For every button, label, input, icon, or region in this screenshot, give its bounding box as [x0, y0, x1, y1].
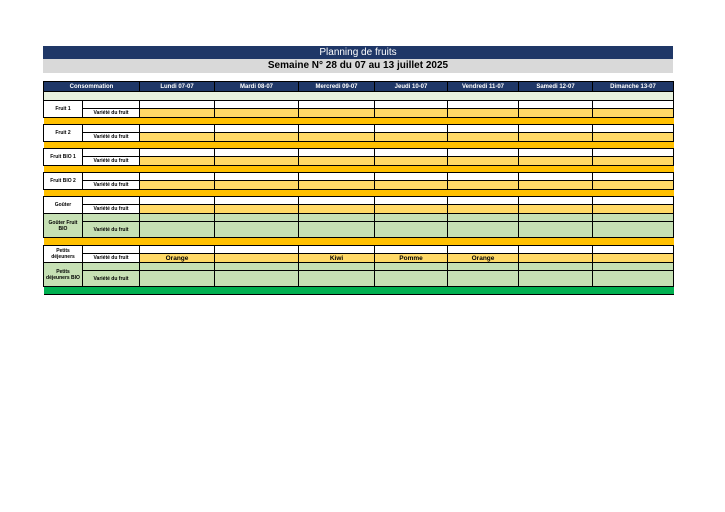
- fruit1-variety-row: [44, 109, 674, 118]
- cell[interactable]: [140, 197, 215, 205]
- cell[interactable]: [140, 214, 215, 222]
- cell[interactable]: [140, 125, 215, 133]
- separator: [44, 118, 674, 125]
- footer-bar: [44, 287, 674, 295]
- cell[interactable]: [593, 133, 674, 142]
- cell[interactable]: [215, 214, 299, 222]
- cell[interactable]: [448, 222, 519, 238]
- cell[interactable]: [519, 197, 593, 205]
- cell[interactable]: [593, 149, 674, 157]
- cell[interactable]: [375, 157, 448, 166]
- cell[interactable]: [448, 173, 519, 181]
- cell[interactable]: [375, 181, 448, 190]
- cell[interactable]: [593, 214, 674, 222]
- variety-label: Variété du fruit: [83, 205, 140, 214]
- cell[interactable]: [299, 263, 375, 271]
- cell[interactable]: [299, 101, 375, 109]
- cell[interactable]: [519, 181, 593, 190]
- cell[interactable]: [593, 173, 674, 181]
- cell[interactable]: [215, 222, 299, 238]
- variety-label: Variété du fruit: [83, 271, 140, 287]
- variety-label: Variété du fruit: [83, 181, 140, 190]
- cell[interactable]: [140, 222, 215, 238]
- cell[interactable]: [299, 205, 375, 214]
- cell[interactable]: [140, 173, 215, 181]
- cell[interactable]: [299, 109, 375, 118]
- cell[interactable]: [448, 271, 519, 287]
- cell[interactable]: [375, 222, 448, 238]
- cell[interactable]: [299, 222, 375, 238]
- variety-label: Variété du fruit: [83, 222, 140, 238]
- petitdejbio-variety-row: [44, 271, 674, 287]
- section-label: Fruit 1: [44, 101, 83, 118]
- planning-sheet: [43, 46, 673, 295]
- gouterbio-variety-row: [44, 222, 674, 238]
- cell[interactable]: [519, 109, 593, 118]
- separator: [44, 166, 674, 173]
- cell[interactable]: [375, 101, 448, 109]
- gouter-variety-row: [44, 205, 674, 214]
- cell[interactable]: [448, 181, 519, 190]
- cell[interactable]: [593, 246, 674, 254]
- section-label: Petits déjeuners: [44, 246, 83, 263]
- cell[interactable]: [299, 149, 375, 157]
- cell[interactable]: [448, 109, 519, 118]
- cell[interactable]: [140, 101, 215, 109]
- cell[interactable]: [448, 149, 519, 157]
- cell[interactable]: [448, 197, 519, 205]
- cell[interactable]: [140, 149, 215, 157]
- fruitbio2-variety-row: [44, 181, 674, 190]
- fruit-value[interactable]: Kiwi: [299, 254, 375, 263]
- header-day: Mardi 08-07: [215, 82, 299, 92]
- cell[interactable]: [593, 222, 674, 238]
- fruit1-row: [44, 101, 674, 109]
- fruitbio2-row: [44, 173, 674, 181]
- cell[interactable]: [140, 109, 215, 118]
- cell[interactable]: [593, 271, 674, 287]
- cell[interactable]: [593, 109, 674, 118]
- cell[interactable]: [519, 214, 593, 222]
- variety-label: Variété du fruit: [83, 157, 140, 166]
- cell[interactable]: [215, 181, 299, 190]
- cell[interactable]: [375, 173, 448, 181]
- separator: [44, 142, 674, 149]
- fruit-value[interactable]: [519, 254, 593, 263]
- cell[interactable]: [593, 101, 674, 109]
- cell[interactable]: [299, 271, 375, 287]
- cell[interactable]: [375, 205, 448, 214]
- cell[interactable]: [519, 205, 593, 214]
- cell[interactable]: [593, 205, 674, 214]
- cell[interactable]: [375, 246, 448, 254]
- cell[interactable]: [299, 214, 375, 222]
- cell[interactable]: [375, 214, 448, 222]
- cell[interactable]: [375, 263, 448, 271]
- cell[interactable]: [375, 149, 448, 157]
- cell[interactable]: [593, 181, 674, 190]
- cell[interactable]: [448, 214, 519, 222]
- cell[interactable]: [375, 133, 448, 142]
- petitdejbio-row: [44, 263, 674, 271]
- cell[interactable]: [448, 125, 519, 133]
- header-row: [44, 82, 674, 92]
- cell[interactable]: [448, 205, 519, 214]
- cell[interactable]: [215, 197, 299, 205]
- section-label: Fruit BIO 2: [44, 173, 83, 190]
- fruit-value[interactable]: Orange: [448, 254, 519, 263]
- cell[interactable]: [299, 133, 375, 142]
- cell[interactable]: [299, 181, 375, 190]
- cell[interactable]: [448, 246, 519, 254]
- cell[interactable]: [299, 173, 375, 181]
- section-label: Fruit BIO 1: [44, 149, 83, 166]
- fruit2-variety-row: [44, 133, 674, 142]
- fruit-value[interactable]: Orange: [140, 254, 215, 263]
- cell[interactable]: [519, 125, 593, 133]
- cell[interactable]: [448, 157, 519, 166]
- cell[interactable]: [519, 271, 593, 287]
- cell[interactable]: [519, 246, 593, 254]
- week-label: Semaine N° 28 du 07 au 13 juillet 2025: [43, 59, 673, 73]
- planning-table: [43, 81, 674, 295]
- section-label: Petits déjeuners BIO: [44, 263, 83, 287]
- header-day: Vendredi 11-07: [448, 82, 519, 92]
- header-day: Lundi 07-07: [140, 82, 215, 92]
- cell[interactable]: [140, 263, 215, 271]
- petitdej-row: [44, 246, 674, 254]
- cell[interactable]: [448, 263, 519, 271]
- sheet-title: Planning de fruits: [43, 46, 673, 59]
- cell[interactable]: [215, 205, 299, 214]
- cell[interactable]: [593, 125, 674, 133]
- separator: [44, 238, 674, 246]
- cell[interactable]: [215, 109, 299, 118]
- cell[interactable]: [519, 157, 593, 166]
- header-day: Jeudi 10-07: [375, 82, 448, 92]
- section-label: Goûter Fruit BIO: [44, 214, 83, 238]
- cell[interactable]: [519, 173, 593, 181]
- header-day: Mercredi 09-07: [299, 82, 375, 92]
- cell[interactable]: [593, 263, 674, 271]
- cell[interactable]: [140, 271, 215, 287]
- cell[interactable]: [299, 246, 375, 254]
- cell[interactable]: [375, 125, 448, 133]
- gouterbio-row: [44, 214, 674, 222]
- cell[interactable]: [519, 149, 593, 157]
- cell[interactable]: [215, 133, 299, 142]
- cell[interactable]: [299, 197, 375, 205]
- cell[interactable]: [215, 271, 299, 287]
- cell[interactable]: [215, 149, 299, 157]
- spacer-row: [44, 92, 674, 101]
- fruit-value[interactable]: [593, 254, 674, 263]
- variety-label: Variété du fruit: [83, 133, 140, 142]
- cell[interactable]: [519, 133, 593, 142]
- cell[interactable]: [519, 101, 593, 109]
- gouter-row: [44, 197, 674, 205]
- cell[interactable]: [448, 133, 519, 142]
- cell[interactable]: [375, 109, 448, 118]
- cell[interactable]: [140, 133, 215, 142]
- cell[interactable]: [140, 181, 215, 190]
- header-day: Samedi 12-07: [519, 82, 593, 92]
- cell[interactable]: [299, 125, 375, 133]
- cell[interactable]: [215, 246, 299, 254]
- fruitbio1-variety-row: [44, 157, 674, 166]
- cell[interactable]: [593, 157, 674, 166]
- cell[interactable]: [519, 222, 593, 238]
- separator: [44, 190, 674, 197]
- header-day: Dimanche 13-07: [593, 82, 674, 92]
- cell[interactable]: [299, 157, 375, 166]
- cell[interactable]: [375, 271, 448, 287]
- variety-label: Variété du fruit: [83, 254, 140, 263]
- cell[interactable]: [215, 125, 299, 133]
- variety-label: Variété du fruit: [83, 109, 140, 118]
- cell[interactable]: [375, 197, 448, 205]
- section-label: Goûter: [44, 197, 83, 214]
- cell[interactable]: [140, 246, 215, 254]
- cell[interactable]: [215, 263, 299, 271]
- fruit-value[interactable]: Pomme: [375, 254, 448, 263]
- header-consommation: Consommation: [44, 82, 140, 92]
- fruit-value[interactable]: [215, 254, 299, 263]
- fruit2-row: [44, 125, 674, 133]
- section-label: Fruit 2: [44, 125, 83, 142]
- cell[interactable]: [215, 157, 299, 166]
- cell[interactable]: [215, 173, 299, 181]
- cell[interactable]: [215, 101, 299, 109]
- cell[interactable]: [519, 263, 593, 271]
- cell[interactable]: [593, 197, 674, 205]
- cell[interactable]: [140, 157, 215, 166]
- fruitbio1-row: [44, 149, 674, 157]
- cell[interactable]: [140, 205, 215, 214]
- petitdej-variety-row: [44, 254, 674, 263]
- cell[interactable]: [448, 101, 519, 109]
